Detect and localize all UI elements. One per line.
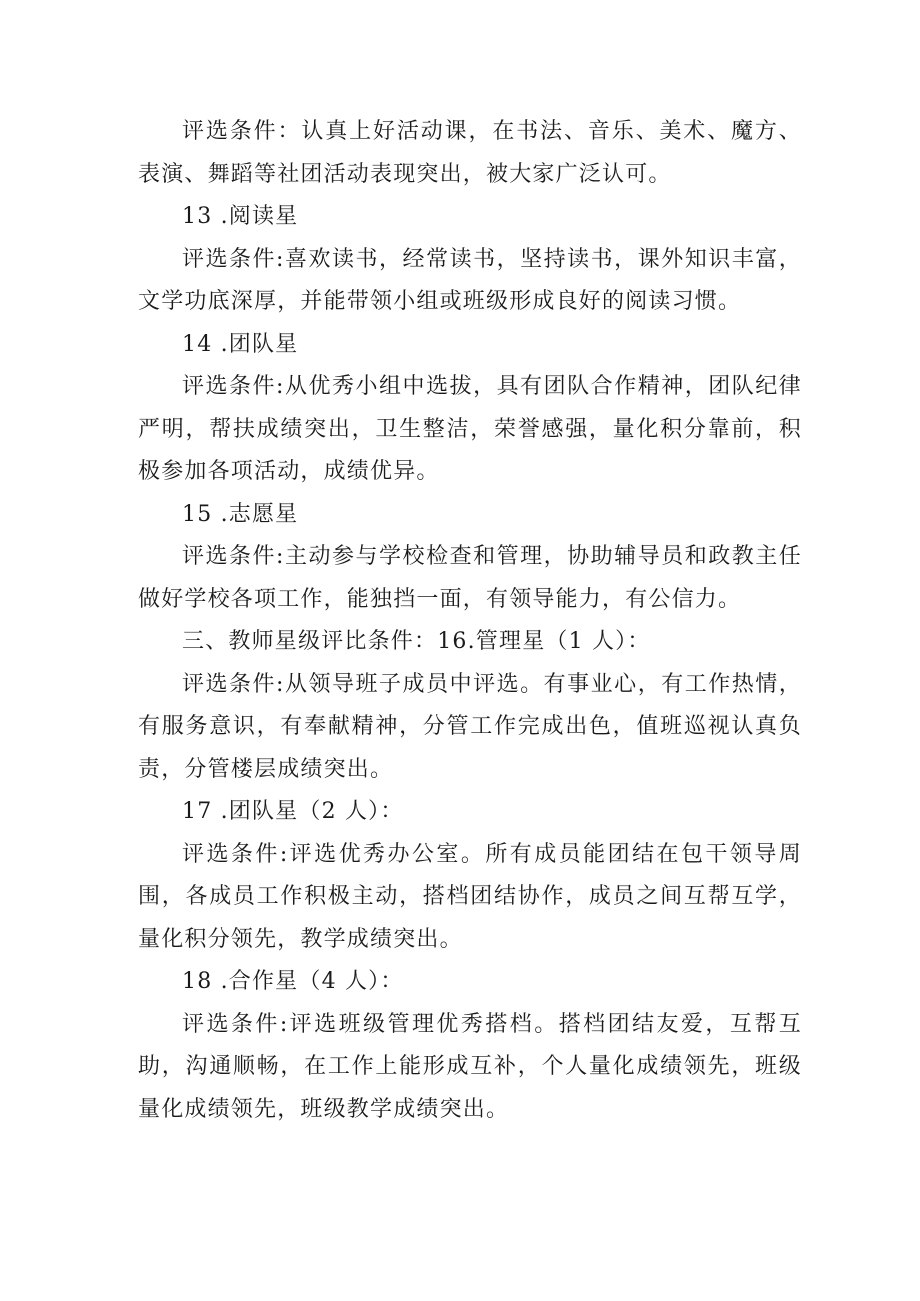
heading-reading-star: 13 .阅读星 — [182, 204, 299, 229]
heading-teacher-section: 三、教师星级评比条件：16.管理星（1 人）： — [182, 629, 651, 654]
heading-cooperation-star: 18 .合作星（4 人）： — [182, 969, 404, 994]
paragraph-reading-criteria: 评选条件:喜欢读书，经常读书，坚持读书，课外知识丰富，文学功底深厚，并能带领小组或班级形成良好的阅读习惯。 — [138, 246, 802, 314]
paragraph-community-criteria: 评选条件：认真上好活动课，在书法、音乐、美术、魔方、表演、舞蹈等社团活动表现突出，被大家广泛认可。 — [138, 119, 802, 187]
paragraph-teacher-team-criteria: 评选条件:评选优秀办公室。所有成员能团结在包干领导周围，各成员工作积极主动，搭档团结协作，成员之间互帮互学，量化积分领先，教学成绩突出。 — [138, 841, 802, 952]
paragraph-team-criteria: 评选条件:从优秀小组中选拔，具有团队合作精神，团队纪律严明，帮扶成绩突出，卫生整洁，荣誉感强，量化积分靠前，积极参加各项活动，成绩优异。 — [138, 374, 802, 484]
heading-teacher-team-star: 17 .团队星（2 人）： — [182, 799, 404, 824]
paragraph-cooperation-criteria: 评选条件:评选班级管理优秀搭档。搭档团结友爱，互帮互助，沟通顺畅，在工作上能形成互补，个人量化成绩领先，班级量化成绩领先，班级教学成绩突出。 — [138, 1011, 802, 1122]
heading-volunteer-star: 15 .志愿星 — [182, 501, 299, 527]
document-body — [138, 111, 802, 1131]
paragraph-volunteer-criteria: 评选条件:主动参与学校检查和管理，协助辅导员和政教主任做好学校各项工作，能独挡一面，有领导能力，有公信力。 — [138, 544, 802, 612]
heading-team-star: 14 .团队星 — [182, 331, 299, 357]
paragraph-management-criteria: 评选条件:从领导班子成员中评选。有事业心，有工作热情，有服务意识，有奉献精神，分管工作完成出色，值班巡视认真负责，分管楼层成绩突出。 — [138, 671, 802, 782]
